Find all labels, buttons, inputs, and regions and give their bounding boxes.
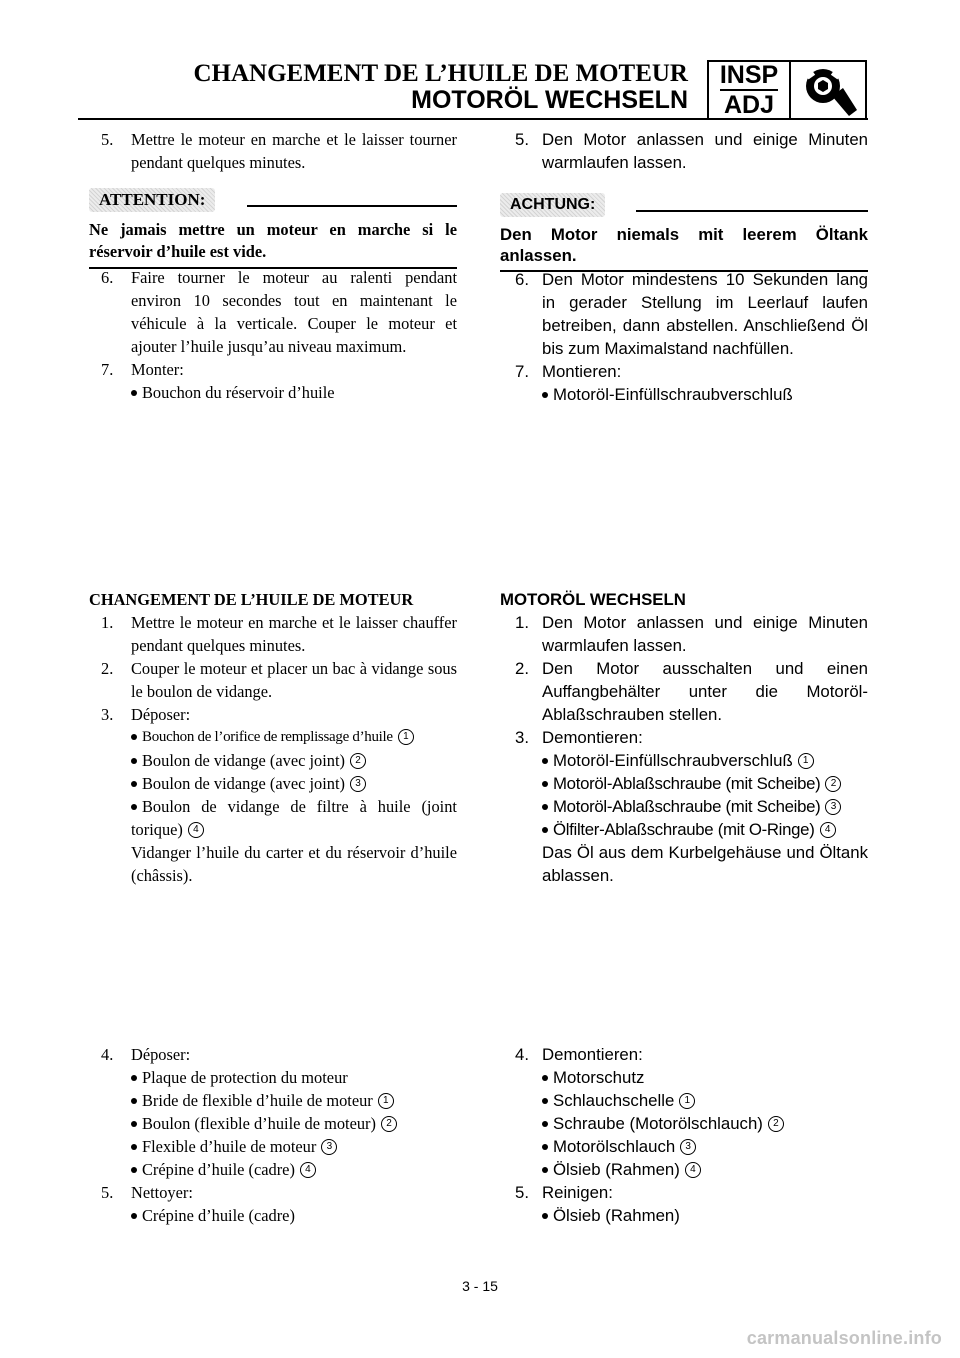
step-item — [500, 1181, 868, 1204]
list-item-text: Motoröl-Ablaßschraube (mit Scheibe) — [553, 774, 821, 793]
step-text: Den Motor anlassen und einige Minuten warmlaufen lassen. — [542, 130, 868, 172]
list-item-text: Motorölschlauch — [553, 1137, 676, 1156]
step-item — [89, 1181, 457, 1204]
step-text: Montieren: — [542, 362, 622, 381]
badge-bottom-label: ADJ — [720, 89, 778, 119]
callout-number: 2 — [350, 753, 366, 769]
step-item — [500, 268, 868, 360]
list-item-text: Plaque de protection du moteur — [142, 1068, 348, 1087]
step-text: Den Motor ausschalten und einen Auffangbehälter unter die Motoröl-Ablaßschrauben stellen. — [542, 659, 868, 724]
callout-number: 2 — [381, 1116, 397, 1132]
step-text: Den Motor mindestens 10 Sekunden lang in gerader Stellung im Leerlauf laufen betreiben, dann abstellen. Anschließend Öl bis zum Maximalstand nachfüllen. — [542, 270, 868, 358]
watermark: carmanualsonline.info — [746, 1328, 942, 1348]
bullet-icon — [131, 734, 137, 740]
step-item — [500, 657, 868, 726]
mid-de-section — [500, 588, 868, 887]
list-item-text: Boulon de vidange (avec joint) — [142, 751, 346, 770]
step-number: 1. — [101, 613, 114, 632]
list-item — [500, 383, 868, 406]
callout-number: 4 — [685, 1162, 701, 1178]
list-item-text: Ölsieb (Rahmen) — [553, 1206, 680, 1225]
step-item — [89, 657, 457, 703]
step-number: 3. — [101, 705, 114, 724]
top-de-section — [500, 128, 868, 174]
step-item — [500, 1043, 868, 1066]
list-item — [500, 1204, 868, 1227]
list-item — [500, 818, 868, 841]
step-number: 7. — [515, 362, 529, 381]
step-text: Mettre le moteur en marche et le laisser chauffer pendant quelques minutes. — [131, 613, 457, 655]
callout-number: 4 — [300, 1162, 316, 1178]
top-fr-steps — [89, 266, 457, 404]
step-text: Reinigen: — [542, 1183, 613, 1202]
list-item-text: Flexible d’huile de moteur — [142, 1137, 317, 1156]
step-number: 4. — [515, 1045, 529, 1064]
page-title-fr: CHANGEMENT DE L’HUILE DE MOTEUR — [193, 60, 688, 87]
step-item — [500, 611, 868, 657]
list-item — [89, 1066, 457, 1089]
bullet-icon — [542, 392, 548, 398]
list-item-text: Motoröl-Ablaßschraube (mit Scheibe) — [553, 797, 821, 816]
list-item-text: Ölsieb (Rahmen) — [553, 1160, 680, 1179]
bullet-icon — [131, 1121, 137, 1127]
bullet-icon — [542, 1098, 548, 1104]
badge-top-label: INSP — [719, 60, 779, 89]
bot-fr-section — [89, 1043, 457, 1227]
bullet-icon — [542, 804, 548, 810]
bullet-icon — [131, 390, 137, 396]
caution-label: ACHTUNG: — [500, 193, 605, 217]
list-item — [89, 1158, 457, 1181]
list-item — [89, 1135, 457, 1158]
step-item — [89, 266, 457, 358]
step-text: Déposer: — [131, 1045, 191, 1064]
list-item-text: Bride de flexible d’huile de moteur — [142, 1091, 373, 1110]
bullet-icon — [542, 1121, 548, 1127]
list-item — [500, 1135, 868, 1158]
mid-fr-section — [89, 588, 457, 887]
list-item — [89, 381, 457, 404]
step-number: 4. — [101, 1045, 114, 1064]
list-item — [500, 1089, 868, 1112]
list-item-text: Schraube (Motorölschlauch) — [553, 1114, 763, 1133]
list-item — [500, 772, 868, 795]
callout-number: 4 — [820, 822, 836, 838]
list-item-text: Boulon (flexible d’huile de moteur) — [142, 1114, 376, 1133]
bullet-icon — [131, 1075, 137, 1081]
step-text: Demontieren: — [542, 728, 643, 747]
bullet-icon — [131, 758, 137, 764]
wrench-icon — [791, 62, 865, 118]
bullet-icon — [131, 1144, 137, 1150]
list-item — [500, 749, 868, 772]
list-item-text: Crépine d’huile (cadre) — [142, 1206, 295, 1225]
step-number: 6. — [101, 268, 114, 287]
step-number: 1. — [515, 613, 529, 632]
list-item — [89, 726, 457, 749]
list-item-text: Motoröl-Einfüllschraubverschluß — [553, 751, 793, 770]
list-item-text: Bouchon du réservoir d’huile — [142, 383, 335, 402]
bullet-icon — [131, 1098, 137, 1104]
step-item — [89, 611, 457, 657]
bullet-icon — [131, 781, 137, 787]
badge-text — [709, 62, 791, 118]
caution-box-de — [500, 193, 868, 272]
step-text: Faire tourner le moteur au ralenti pendant environ 10 secondes tout en maintenant le véhicule à la verticale. Couper le moteur et ajouter l’huile jusqu’au niveau maximum. — [131, 268, 457, 356]
list-item — [500, 1112, 868, 1135]
caution-text: Ne jamais mettre un moteur en marche si le réservoir d’huile est vide. — [89, 220, 457, 261]
list-item — [89, 1112, 457, 1135]
callout-number: 1 — [398, 729, 414, 745]
step-item — [500, 726, 868, 749]
caution-box-fr — [89, 188, 457, 269]
callout-number: 3 — [680, 1139, 696, 1155]
section-heading: CHANGEMENT DE L’HUILE DE MOTEUR — [89, 590, 414, 609]
list-item-text: Motorschutz — [553, 1068, 645, 1087]
step-item — [500, 128, 868, 174]
step-text: Monter: — [131, 360, 184, 379]
callout-number: 1 — [679, 1093, 695, 1109]
bullet-icon — [542, 1213, 548, 1219]
caution-label: ATTENTION: — [89, 188, 215, 212]
list-item — [500, 1158, 868, 1181]
callout-number: 1 — [378, 1093, 394, 1109]
list-item — [500, 795, 868, 818]
caution-rule — [247, 205, 457, 207]
callout-number: 3 — [825, 799, 841, 815]
bullet-icon — [131, 1167, 137, 1173]
step-number: 7. — [101, 360, 114, 379]
insp-adj-badge — [707, 60, 867, 120]
step-text: Déposer: — [131, 705, 191, 724]
bullet-icon — [542, 1075, 548, 1081]
top-de-steps — [500, 268, 868, 406]
step-text: Den Motor anlassen und einige Minuten warmlaufen lassen. — [542, 613, 868, 655]
list-item — [89, 1204, 457, 1227]
bullet-icon — [542, 827, 548, 833]
bullet-icon — [131, 1213, 137, 1219]
step-text: Nettoyer: — [131, 1183, 193, 1202]
callout-number: 4 — [188, 822, 204, 838]
list-item — [89, 772, 457, 795]
step-item — [89, 128, 457, 174]
page-number: 3 - 15 — [462, 1278, 498, 1294]
step-item — [89, 703, 457, 726]
step-number: 5. — [101, 130, 114, 149]
list-item-text: Ölfilter-Ablaßschraube (mit O-Ringe) — [553, 820, 815, 839]
step-number: 2. — [515, 659, 529, 678]
callout-number: 3 — [350, 776, 366, 792]
bullet-icon — [131, 804, 137, 810]
step-number: 5. — [515, 130, 529, 149]
list-item-text: Motoröl-Einfüllschraubverschluß — [553, 385, 793, 404]
step-number: 5. — [101, 1183, 114, 1202]
note-text: Vidanger l’huile du carter et du réservoir d’huile (châssis). — [131, 843, 457, 885]
step-number: 2. — [101, 659, 114, 678]
bullet-icon — [542, 1167, 548, 1173]
step-number: 3. — [515, 728, 529, 747]
note-text: Das Öl aus dem Kurbelgehäuse und Öltank ablassen. — [542, 843, 868, 885]
bullet-icon — [542, 1144, 548, 1150]
list-item-text: Schlauchschelle — [553, 1091, 675, 1110]
list-item — [89, 795, 457, 841]
list-item-text: Boulon de vidange de filtre à huile (joint torique) — [131, 797, 457, 839]
top-fr-section — [89, 128, 457, 174]
step-item — [500, 360, 868, 383]
page-title-de: MOTORÖL WECHSELN — [411, 86, 688, 114]
bullet-icon — [542, 758, 548, 764]
bot-de-section — [500, 1043, 868, 1227]
callout-number: 3 — [321, 1139, 337, 1155]
step-text: Demontieren: — [542, 1045, 643, 1064]
caution-rule — [636, 210, 868, 212]
list-item-text: Bouchon de l’orifice de remplissage d’huile — [142, 729, 393, 745]
bullet-icon — [542, 781, 548, 787]
callout-number: 2 — [825, 776, 841, 792]
step-text: Mettre le moteur en marche et le laisser tourner pendant quelques minutes. — [131, 130, 457, 172]
list-item — [89, 1089, 457, 1112]
step-text: Couper le moteur et placer un bac à vidange sous le boulon de vidange. — [131, 659, 457, 701]
list-item — [89, 749, 457, 772]
list-item — [500, 1066, 868, 1089]
step-item — [89, 1043, 457, 1066]
caution-text: Den Motor niemals mit leerem Öltank anlassen. — [500, 225, 868, 265]
list-item-text: Boulon de vidange (avec joint) — [142, 774, 346, 793]
step-item — [89, 358, 457, 381]
list-item-text: Crépine d’huile (cadre) — [142, 1160, 295, 1179]
step-number: 5. — [515, 1183, 529, 1202]
callout-number: 1 — [798, 753, 814, 769]
step-number: 6. — [515, 270, 529, 289]
callout-number: 2 — [768, 1116, 784, 1132]
section-heading: MOTORÖL WECHSELN — [500, 590, 686, 609]
